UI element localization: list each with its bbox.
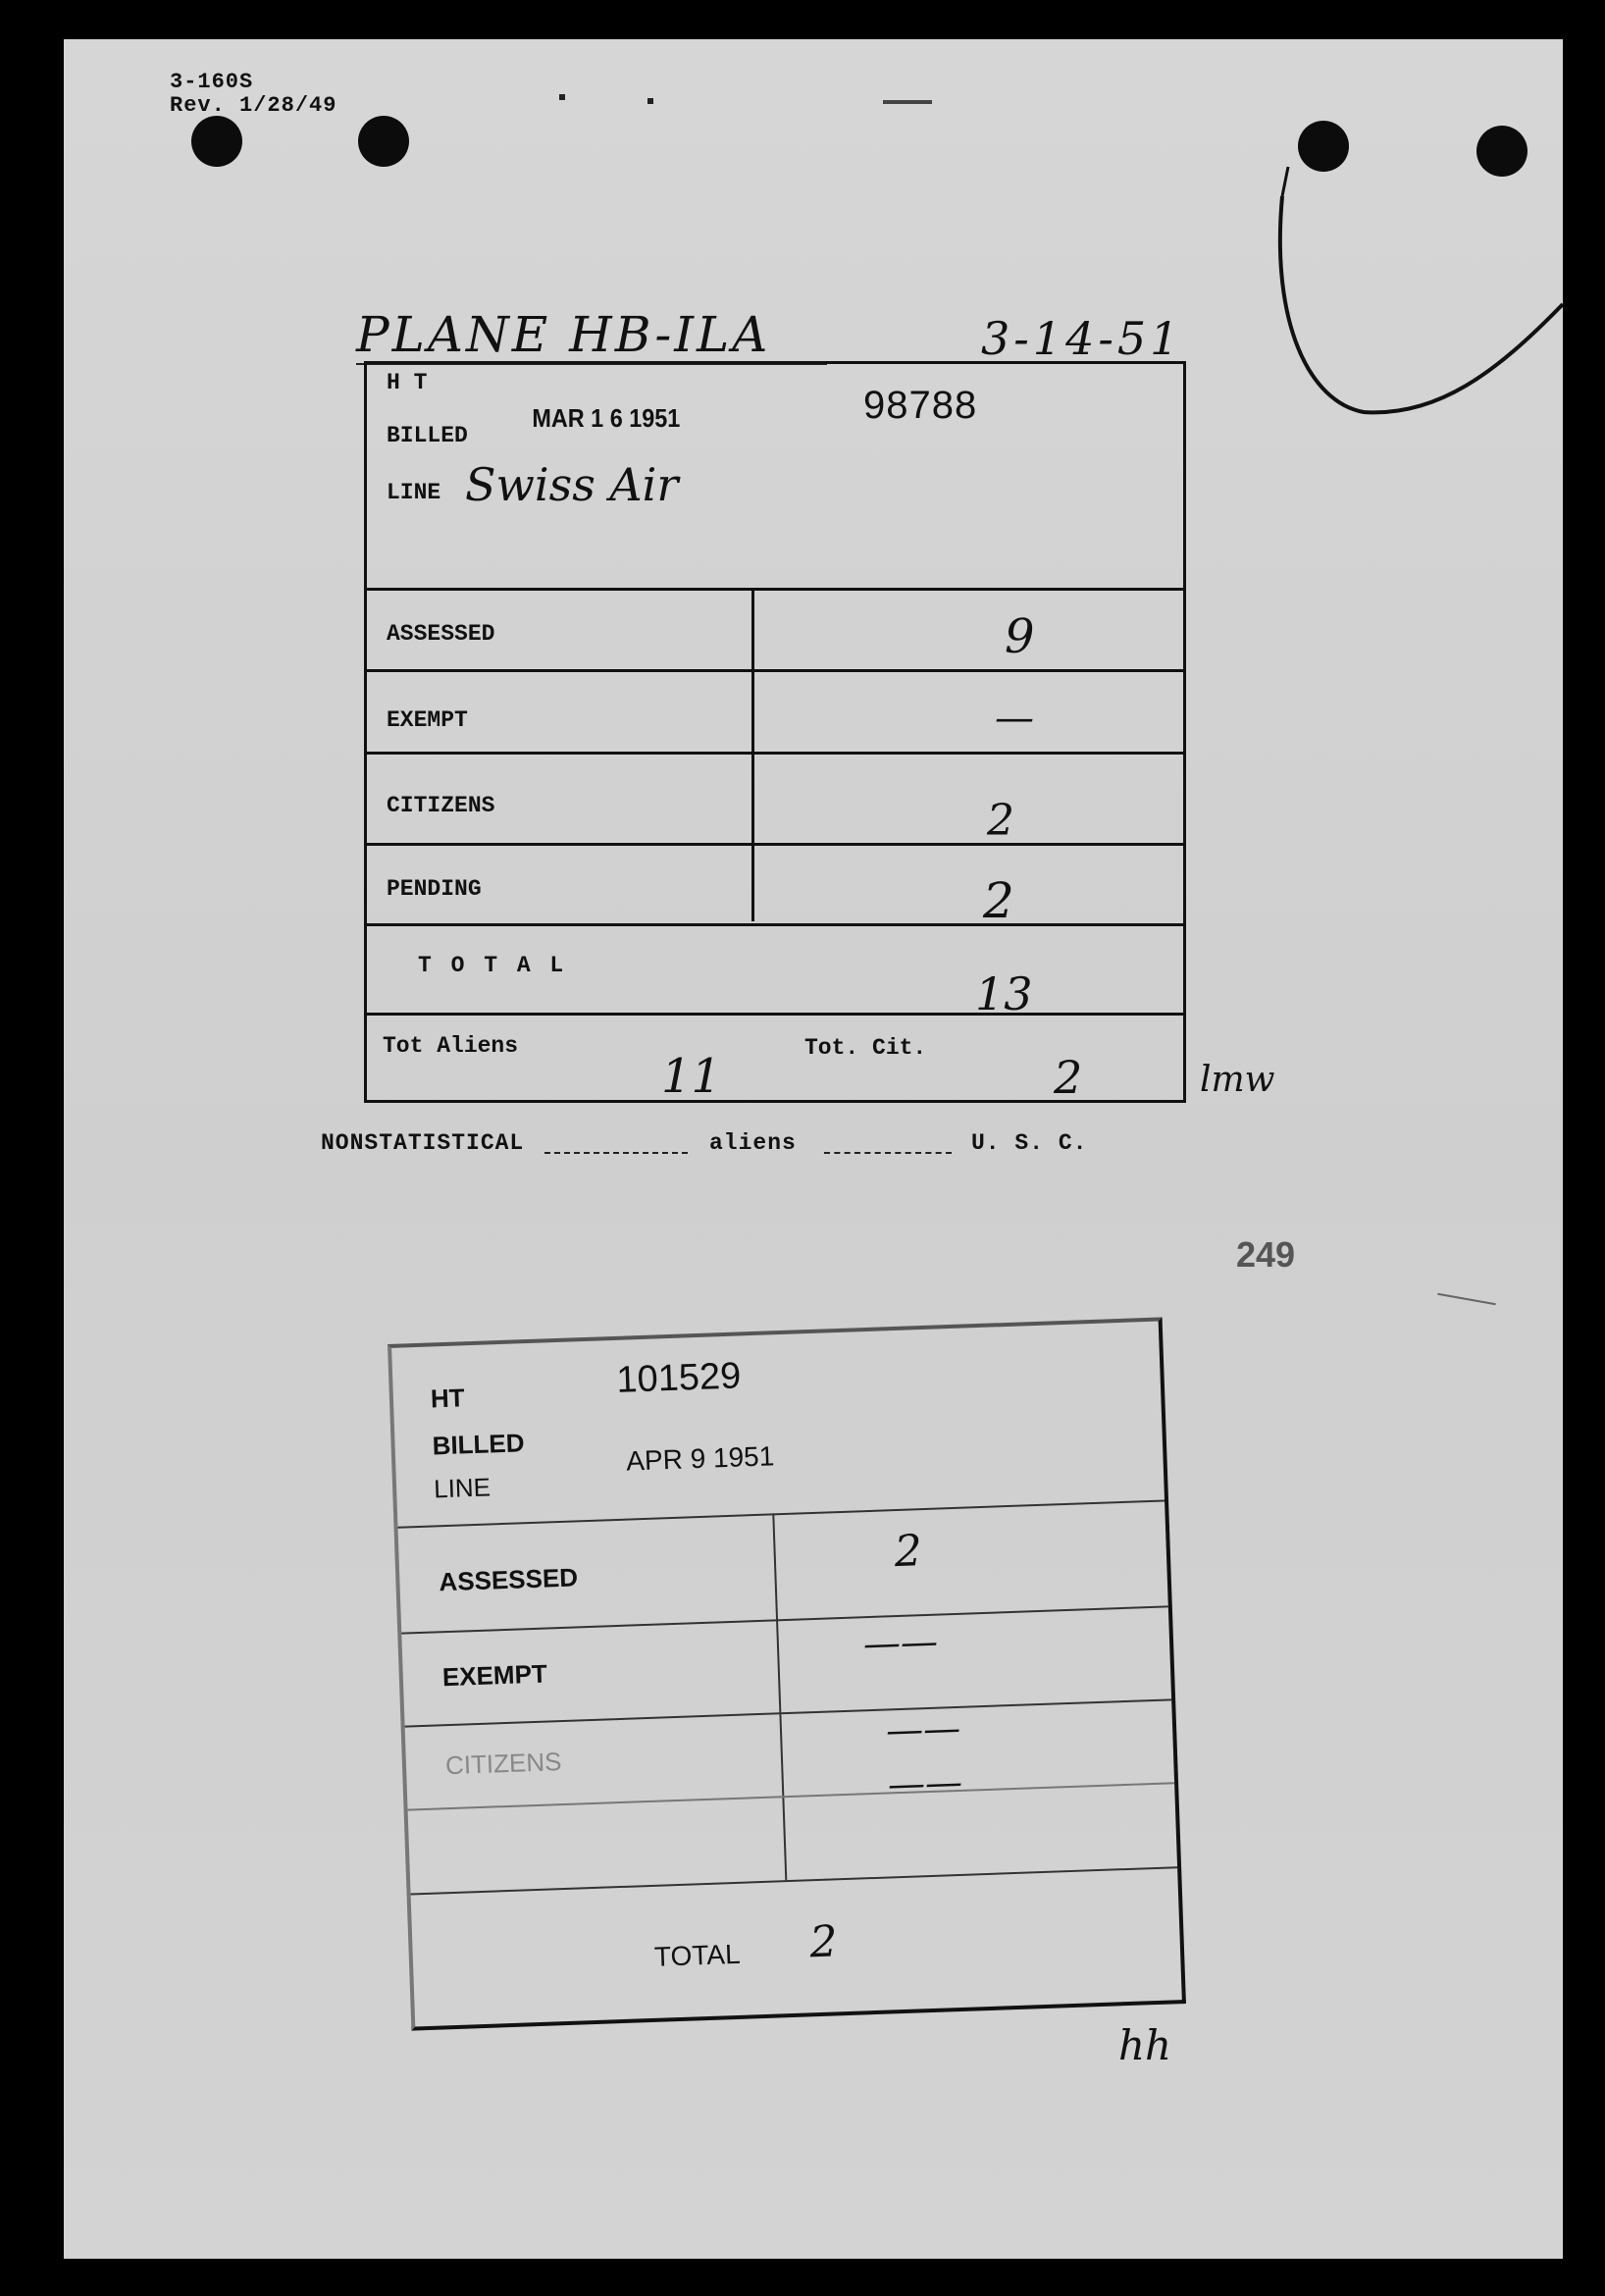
citizens-value: —— [885, 1705, 961, 1752]
tot-cit-label: Tot. Cit. [804, 1035, 927, 1061]
pending-value: —— [887, 1759, 963, 1806]
divider [367, 843, 1183, 846]
billing-form-1 [364, 361, 1186, 1103]
nonstat-label: NONSTATISTICAL [321, 1130, 525, 1156]
exempt-value: — [995, 696, 1034, 741]
plane-handwritten: PLANE HB-ILA [356, 306, 771, 363]
assessed-label: ASSESSED [387, 621, 495, 647]
speck [647, 98, 653, 104]
assessed-value: 2 [893, 1526, 923, 1578]
billed-label: BILLED [432, 1428, 525, 1461]
manifest-date: 3-14-51 [981, 312, 1183, 365]
column-divider [751, 588, 754, 921]
ht-label: HT [430, 1383, 466, 1414]
billing-form-2 [388, 1317, 1186, 2030]
assessed-label: ASSESSED [438, 1562, 579, 1597]
billed-date-stamp: APR 9 1951 [625, 1440, 775, 1477]
form2-initials: hh [1118, 2021, 1172, 2069]
punch-hole [358, 116, 409, 167]
speck [559, 94, 565, 100]
line-label: LINE [433, 1472, 492, 1504]
divider [367, 669, 1183, 672]
exempt-label: EXEMPT [387, 707, 468, 733]
punch-hole [191, 116, 242, 167]
divider [401, 1605, 1168, 1634]
divider [405, 1698, 1172, 1727]
divider [367, 752, 1183, 755]
form-number: 3-160S [170, 70, 254, 94]
divider [367, 588, 1183, 591]
divider [367, 923, 1183, 926]
total-value: 2 [808, 1916, 839, 1968]
tot-cit-value: 2 [1054, 1051, 1083, 1104]
assessed-value: 9 [1005, 609, 1035, 664]
tot-aliens-label: Tot Aliens [383, 1033, 519, 1059]
form-revision: Rev. 1/28/49 [170, 93, 337, 118]
usc-label: U. S. C. [971, 1130, 1088, 1156]
pending-value: 2 [983, 872, 1014, 929]
billed-date-stamp: MAR 1 6 1951 [532, 403, 681, 433]
page-number: 249 [1236, 1234, 1296, 1275]
line-label: LINE [387, 480, 441, 505]
ht-label: H T [387, 370, 428, 395]
document-page [64, 39, 1563, 2259]
citizens-label: CITIZENS [387, 793, 495, 818]
tot-aliens-value: 11 [661, 1049, 722, 1104]
speck [883, 100, 932, 104]
billed-label: BILLED [387, 423, 468, 448]
total-value: 13 [975, 967, 1033, 1020]
citizens-value: 2 [987, 796, 1014, 846]
aliens-label: aliens [709, 1130, 797, 1156]
exempt-value: —— [862, 1619, 939, 1666]
line-value: Swiss Air [465, 458, 679, 511]
bill-number: 98788 [863, 384, 978, 427]
blank-line [544, 1152, 688, 1154]
divider [397, 1499, 1165, 1528]
blank-line [824, 1152, 952, 1154]
total-label: T O T A L [418, 953, 567, 978]
form-number-block [170, 71, 337, 118]
total-label: TOTAL [653, 1938, 742, 1972]
divider [411, 1866, 1178, 1895]
divider [367, 1013, 1183, 1016]
pen-mark [1270, 157, 1563, 432]
exempt-label: EXEMPT [441, 1658, 548, 1693]
speck [1437, 1293, 1495, 1305]
column-divider [772, 1513, 787, 1880]
citizens-label: CITIZENS [444, 1747, 562, 1781]
pending-label: PENDING [387, 876, 482, 902]
form1-initials: lmw [1200, 1060, 1275, 1100]
divider [408, 1782, 1175, 1810]
bill-number: 101529 [615, 1355, 742, 1401]
